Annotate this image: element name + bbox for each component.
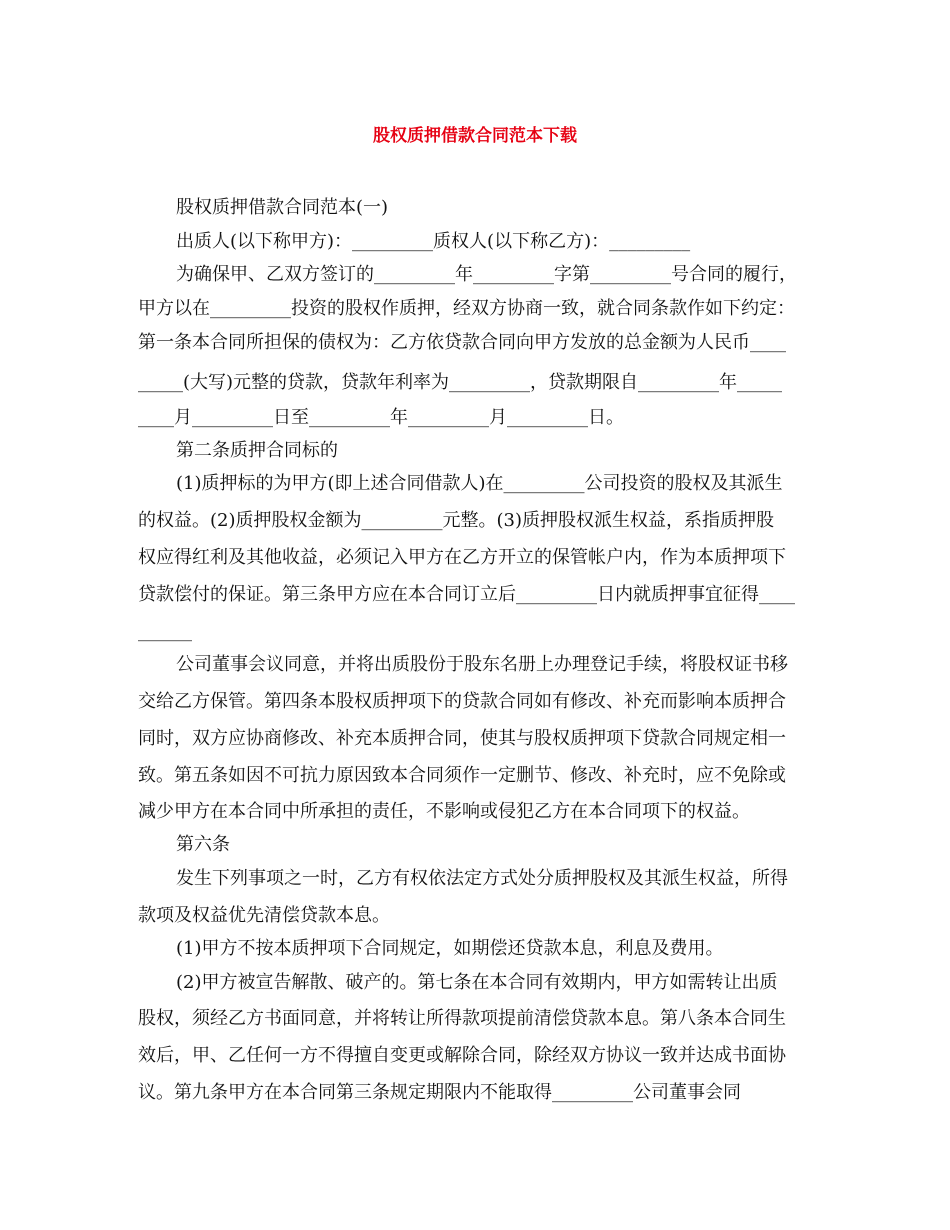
text-line: 交给乙方保管。第四条本股权质押项下的贷款合同如有修改、补充而影响本质押合	[138, 691, 786, 712]
text-line: 第一条本合同所担保的债权为：乙方依贷款合同向甲方发放的总金额为人民币____	[138, 332, 786, 353]
text-line: (1)质押标的为甲方(即上述合同借款人)在_________公司投资的股权及其派生	[176, 473, 783, 494]
document-title: 股权质押借款合同范本下载	[373, 126, 577, 146]
section-heading: 第二条质押合同标的	[176, 440, 338, 461]
text-line: ______	[138, 621, 192, 642]
text-line: (1)甲方不按本质押项下合同规定，如期偿还贷款本息，利息及费用。	[176, 938, 724, 959]
text-line: 的权益。(2)质押股权金额为_________元整。(3)质押股权派生权益，系指质押股	[138, 510, 774, 531]
text-line: 出质人(以下称甲方)：_________质权人(以下称乙方)：_________	[176, 231, 691, 252]
text-line: 股权质押借款合同范本(一)	[176, 197, 389, 218]
text-line: 减少甲方在本合同中所承担的责任，不影响或侵犯乙方在本合同项下的权益。	[138, 801, 750, 822]
text-line: 发生下列事项之一时，乙方有权依法定方式处分质押股权及其派生权益，所得	[176, 868, 788, 889]
section-heading: 第六条	[176, 834, 230, 855]
text-line: ____月_________日至_________年_________月_________日。	[138, 407, 624, 428]
text-line: 股权，须经乙方书面同意，并将转让所得款项提前清偿贷款本息。第八条本合同生	[138, 1008, 786, 1029]
text-line: 议。第九条甲方在本合同第三条规定期限内不能取得_________公司董事会同	[138, 1082, 741, 1103]
text-line: 贷款偿付的保证。第三条甲方应在本合同订立后_________日内就质押事宜征得____	[138, 584, 795, 605]
text-line: 款项及权益优先清偿贷款本息。	[138, 905, 390, 926]
text-line: 同时，双方应协商修改、补充本质押合同，使其与股权质押项下贷款合同规定相一	[138, 728, 786, 749]
text-line: (2)甲方被宣告解散、破产的。第七条在本合同有效期内，甲方如需转让出质	[176, 972, 778, 993]
text-line: 致。第五条如因不可抗力原因致本合同须作一定删节、修改、补充时，应不免除或	[138, 765, 786, 786]
text-line: 甲方以在_________投资的股权作质押，经双方协商一致，就合同条款作如下约定：	[138, 298, 795, 319]
text-line: 公司董事会议同意，并将出质股份于股东名册上办理登记手续，将股权证书移	[176, 654, 788, 675]
text-line: _____(大写)元整的贷款，贷款年利率为_________，贷款期限自_________年_____	[138, 372, 783, 393]
text-line: 权应得红利及其他收益，必须记入甲方在乙方开立的保管帐户内，作为本质押项下	[138, 547, 786, 568]
text-line: 为确保甲、乙双方签订的_________年_________字第_________号合同的履行，	[176, 264, 797, 285]
text-line: 效后，甲、乙任何一方不得擅自变更或解除合同，除经双方协议一致并达成书面协	[138, 1045, 786, 1066]
